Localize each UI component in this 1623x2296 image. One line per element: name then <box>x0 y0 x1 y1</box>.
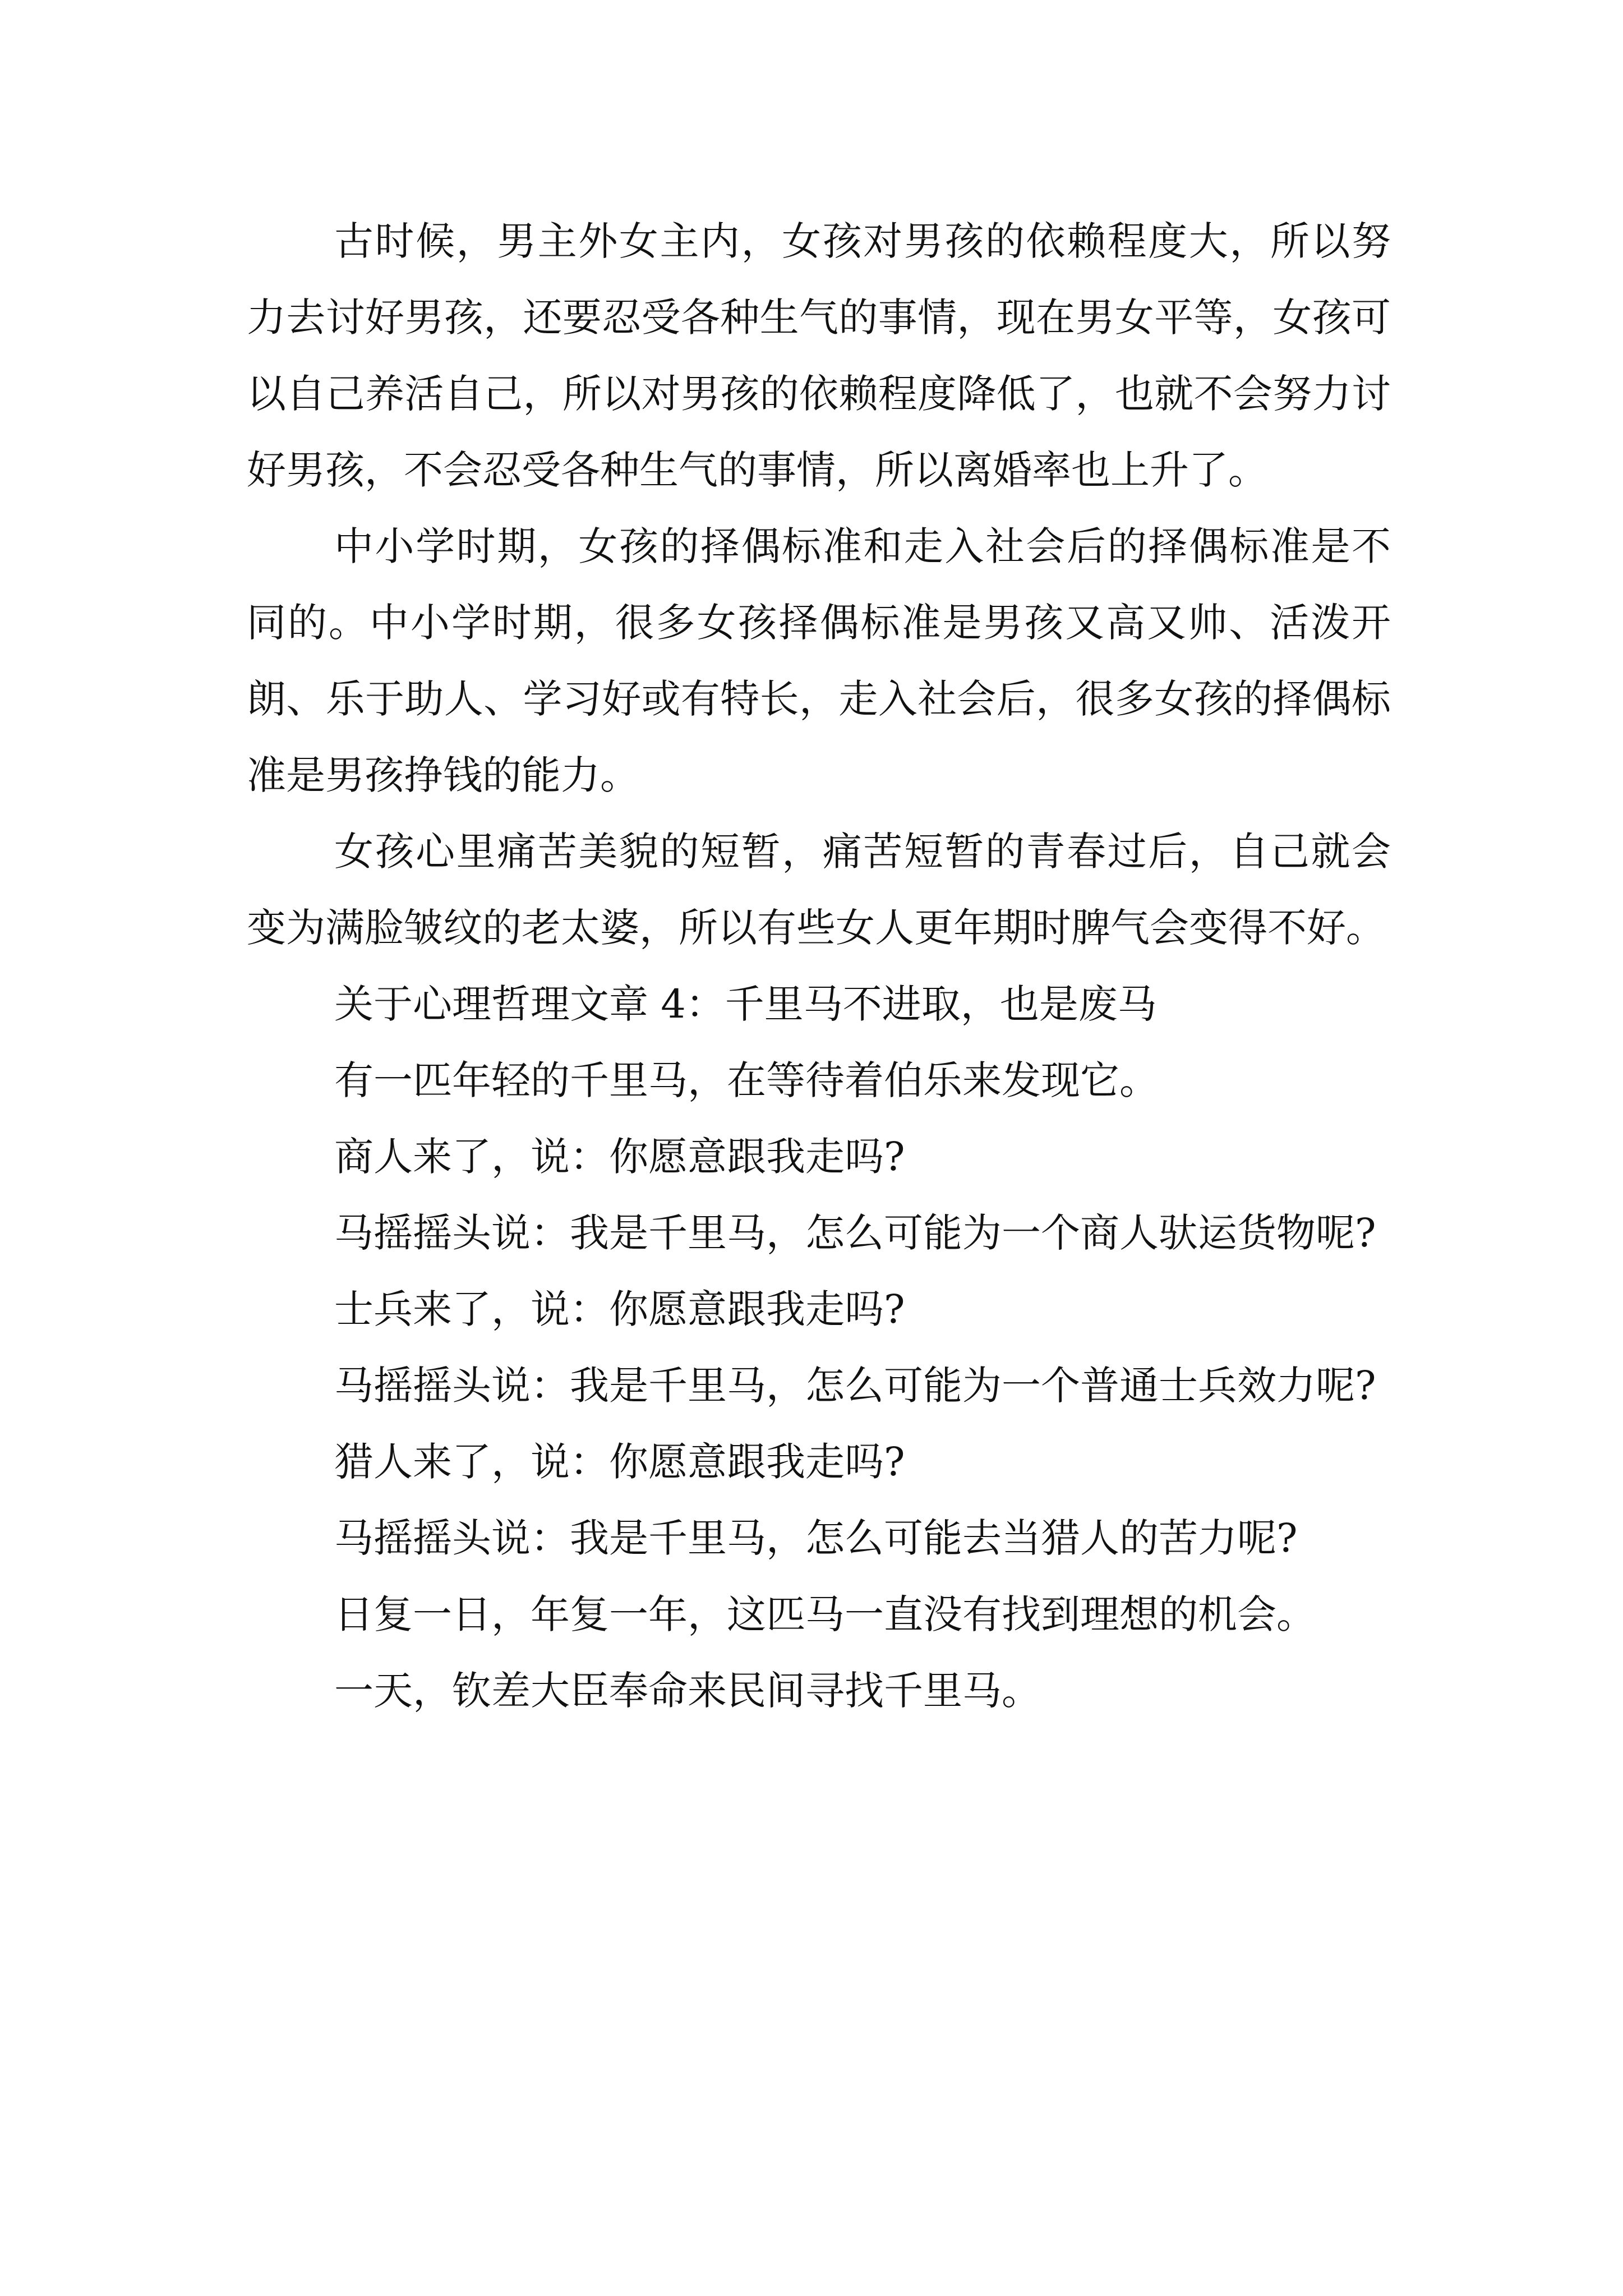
paragraph: 古时候，男主外女主内，女孩对男孩的依赖程度大，所以努力去讨好男孩，还要忍受各种生气的事情，现在男女平等，女孩可以自己养活自己，所以对男孩的依赖程度降低了，也就不会努力讨好男孩，不会忍受各种生气的事情，所以离婚率也上升了。 <box>247 218 1391 493</box>
paragraph: 士兵来了，说：你愿意跟我走吗? <box>334 1286 905 1332</box>
paragraph: 猎人来了，说：你愿意跟我走吗? <box>334 1439 905 1485</box>
paragraph: 一天，钦差大臣奉命来民间寻找千里马。 <box>334 1668 1041 1714</box>
paragraph: 商人来了，说：你愿意跟我走吗? <box>334 1134 905 1180</box>
paragraph: 女孩心里痛苦美貌的短暂，痛苦短暂的青春过后，自己就会变为满脸皱纹的老太婆，所以有些女人更年期时脾气会变得不好。 <box>247 829 1391 951</box>
paragraph: 有一匹年轻的千里马，在等待着伯乐来发现它。 <box>334 1057 1159 1103</box>
paragraph: 马摇摇头说：我是千里马，怎么可能为一个普通士兵效力呢? <box>334 1363 1376 1409</box>
document-body <box>247 203 1391 1729</box>
paragraph: 马摇摇头说：我是千里马，怎么可能为一个商人驮运货物呢? <box>334 1210 1376 1256</box>
paragraph: 日复一日，年复一年，这匹马一直没有找到理想的机会。 <box>334 1591 1316 1637</box>
section-heading: 关于心理哲理文章 4：千里马不进取，也是废马 <box>334 981 1157 1027</box>
paragraph: 中小学时期，女孩的择偶标准和走入社会后的择偶标准是不同的。中小学时期，很多女孩择偶标准是男孩又高又帅、活泼开朗、乐于助人、学习好或有特长，走入社会后，很多女孩的择偶标准是男孩挣钱的能力。 <box>247 523 1391 798</box>
paragraph: 马摇摇头说：我是千里马，怎么可能去当猎人的苦力呢? <box>334 1515 1298 1561</box>
